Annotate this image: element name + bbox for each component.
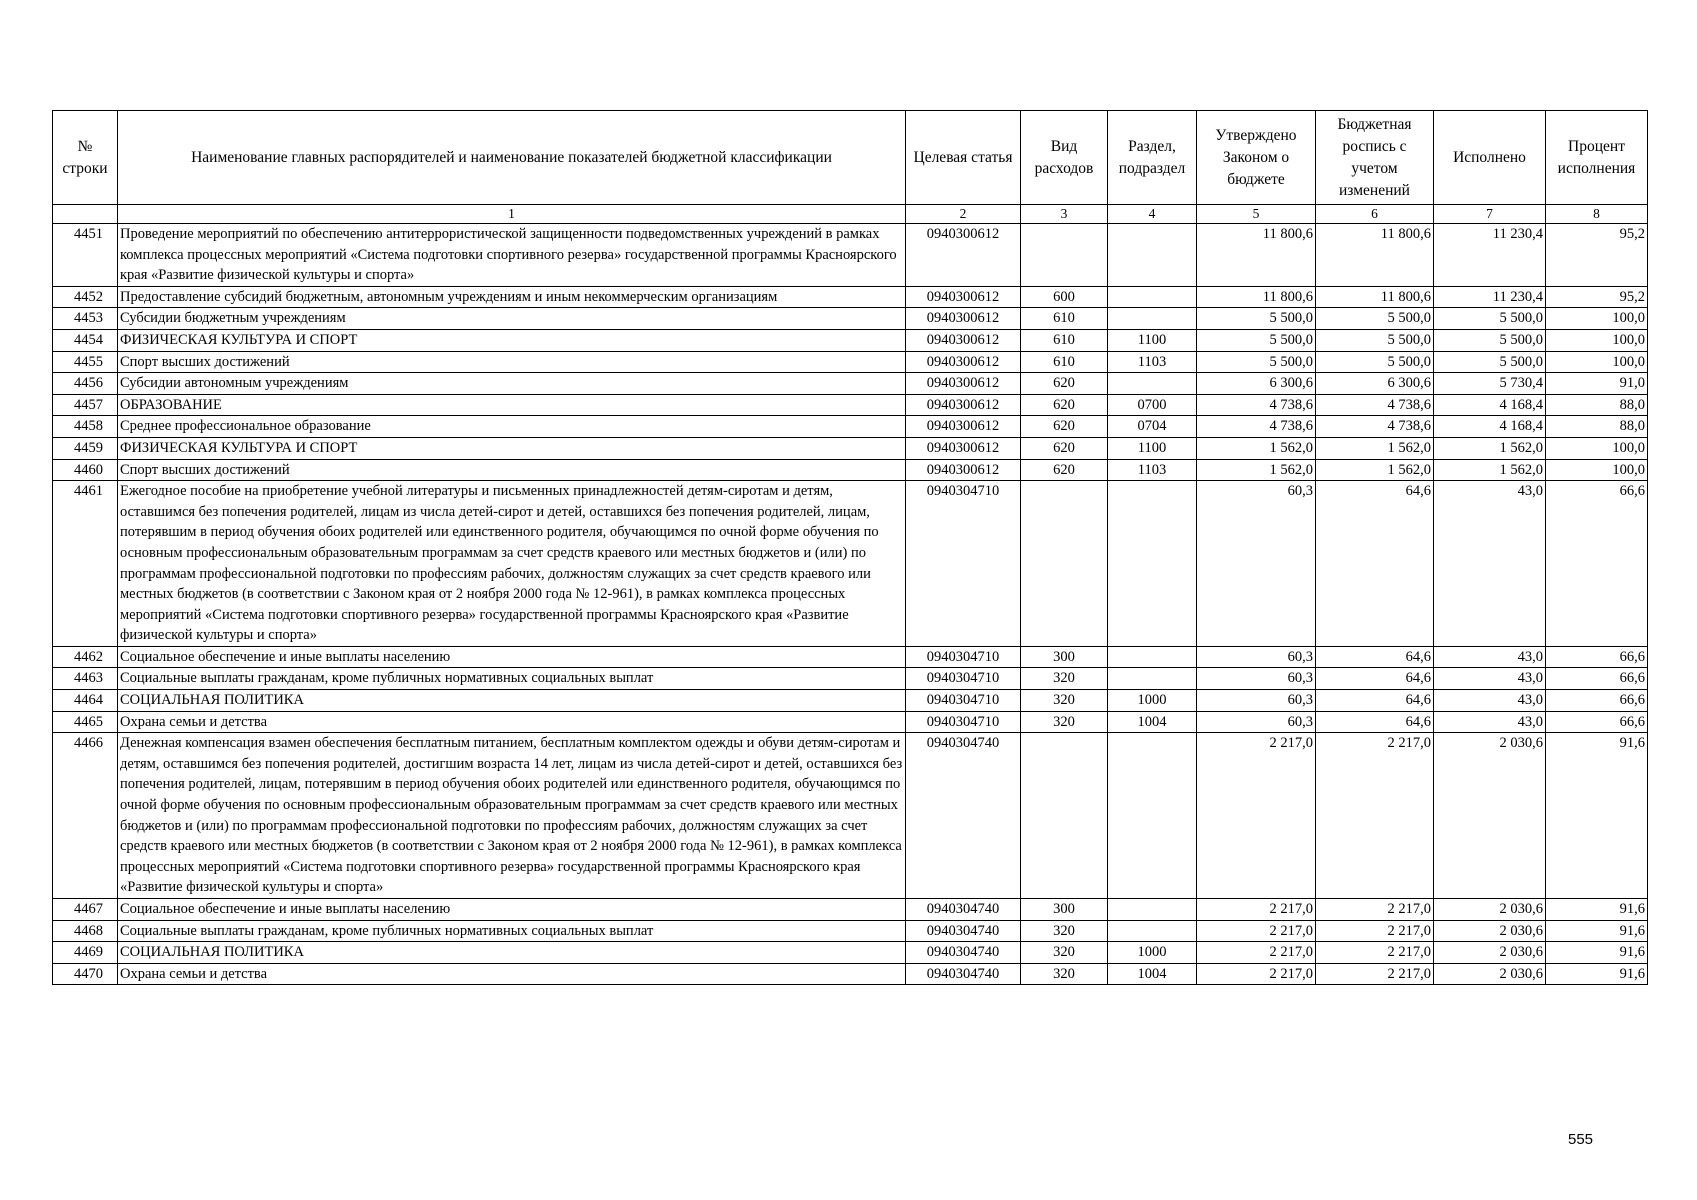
header-budget-list: Бюджетная роспись с учетом изменений [1316, 111, 1434, 205]
executed-cell: 2 030,6 [1434, 899, 1546, 921]
target-article-cell: 0940300612 [906, 459, 1021, 481]
name-cell: Субсидии бюджетным учреждениям [118, 308, 906, 330]
section-cell [1108, 668, 1197, 690]
budget-list-cell: 2 217,0 [1316, 963, 1434, 985]
header-executed: Исполнено [1434, 111, 1546, 205]
expense-type-cell: 300 [1021, 646, 1108, 668]
name-cell: ФИЗИЧЕСКАЯ КУЛЬТУРА И СПОРТ [118, 329, 906, 351]
executed-cell: 4 168,4 [1434, 394, 1546, 416]
executed-cell: 43,0 [1434, 668, 1546, 690]
target-article-cell: 0940304740 [906, 733, 1021, 899]
percent-cell: 95,2 [1546, 224, 1648, 287]
expense-type-cell [1021, 481, 1108, 647]
table-row [53, 711, 1648, 733]
expense-type-cell: 620 [1021, 437, 1108, 459]
approved-cell: 11 800,6 [1197, 224, 1316, 287]
expense-type-cell: 620 [1021, 416, 1108, 438]
executed-cell: 5 730,4 [1434, 373, 1546, 395]
approved-cell: 4 738,6 [1197, 394, 1316, 416]
budget-list-cell: 4 738,6 [1316, 394, 1434, 416]
table-row [53, 481, 1648, 647]
header-percent: Процент исполнения [1546, 111, 1648, 205]
percent-cell: 91,6 [1546, 899, 1648, 921]
executed-cell: 11 230,4 [1434, 224, 1546, 287]
column-number: 4 [1108, 205, 1197, 224]
budget-list-cell: 64,6 [1316, 646, 1434, 668]
row-number-cell: 4462 [53, 646, 118, 668]
approved-cell: 60,3 [1197, 481, 1316, 647]
name-cell: СОЦИАЛЬНАЯ ПОЛИТИКА [118, 942, 906, 964]
budget-list-cell: 5 500,0 [1316, 329, 1434, 351]
expense-type-cell: 620 [1021, 373, 1108, 395]
approved-cell: 2 217,0 [1197, 920, 1316, 942]
percent-cell: 91,0 [1546, 373, 1648, 395]
name-cell: СОЦИАЛЬНАЯ ПОЛИТИКА [118, 690, 906, 712]
budget-list-cell: 4 738,6 [1316, 416, 1434, 438]
expense-type-cell: 320 [1021, 711, 1108, 733]
name-cell: Охрана семьи и детства [118, 711, 906, 733]
target-article-cell: 0940300612 [906, 373, 1021, 395]
budget-list-cell: 64,6 [1316, 690, 1434, 712]
table-row [53, 668, 1648, 690]
expense-type-cell [1021, 733, 1108, 899]
approved-cell: 4 738,6 [1197, 416, 1316, 438]
approved-cell: 2 217,0 [1197, 942, 1316, 964]
column-number: 5 [1197, 205, 1316, 224]
approved-cell: 60,3 [1197, 646, 1316, 668]
target-article-cell: 0940304740 [906, 899, 1021, 921]
percent-cell: 100,0 [1546, 437, 1648, 459]
name-cell: Социальные выплаты гражданам, кроме публичных нормативных социальных выплат [118, 920, 906, 942]
budget-list-cell: 2 217,0 [1316, 920, 1434, 942]
approved-cell: 60,3 [1197, 668, 1316, 690]
expense-type-cell: 620 [1021, 394, 1108, 416]
table-row [53, 286, 1648, 308]
table-row [53, 416, 1648, 438]
table-row [53, 646, 1648, 668]
expense-type-cell: 320 [1021, 668, 1108, 690]
target-article-cell: 0940304740 [906, 920, 1021, 942]
target-article-cell: 0940304710 [906, 711, 1021, 733]
section-cell: 1103 [1108, 351, 1197, 373]
section-cell: 1000 [1108, 690, 1197, 712]
percent-cell: 100,0 [1546, 329, 1648, 351]
budget-list-cell: 64,6 [1316, 711, 1434, 733]
percent-cell: 66,6 [1546, 646, 1648, 668]
executed-cell: 2 030,6 [1434, 963, 1546, 985]
approved-cell: 60,3 [1197, 690, 1316, 712]
header-row-number: № строки [53, 111, 118, 205]
row-number-cell: 4456 [53, 373, 118, 395]
table-row [53, 351, 1648, 373]
column-number: 2 [906, 205, 1021, 224]
section-cell [1108, 481, 1197, 647]
budget-list-cell: 2 217,0 [1316, 733, 1434, 899]
name-cell: ОБРАЗОВАНИЕ [118, 394, 906, 416]
expense-type-cell: 610 [1021, 351, 1108, 373]
expense-type-cell [1021, 224, 1108, 287]
budget-list-cell: 1 562,0 [1316, 459, 1434, 481]
target-article-cell: 0940300612 [906, 437, 1021, 459]
name-cell: Социальные выплаты гражданам, кроме публичных нормативных социальных выплат [118, 668, 906, 690]
name-cell: Предоставление субсидий бюджетным, автономным учреждениям и иным некоммерческим организациям [118, 286, 906, 308]
approved-cell: 60,3 [1197, 711, 1316, 733]
approved-cell: 6 300,6 [1197, 373, 1316, 395]
row-number-cell: 4457 [53, 394, 118, 416]
executed-cell: 5 500,0 [1434, 308, 1546, 330]
executed-cell: 43,0 [1434, 690, 1546, 712]
target-article-cell: 0940300612 [906, 416, 1021, 438]
name-cell: Спорт высших достижений [118, 351, 906, 373]
name-cell: Среднее профессиональное образование [118, 416, 906, 438]
target-article-cell: 0940304740 [906, 963, 1021, 985]
approved-cell: 11 800,6 [1197, 286, 1316, 308]
row-number-cell: 4458 [53, 416, 118, 438]
section-cell [1108, 286, 1197, 308]
budget-list-cell: 5 500,0 [1316, 351, 1434, 373]
table-row [53, 733, 1648, 899]
approved-cell: 1 562,0 [1197, 437, 1316, 459]
expense-type-cell: 600 [1021, 286, 1108, 308]
table-header [53, 111, 1648, 224]
column-numbers-row [53, 205, 1648, 224]
target-article-cell: 0940304710 [906, 668, 1021, 690]
percent-cell: 100,0 [1546, 459, 1648, 481]
expense-type-cell: 610 [1021, 329, 1108, 351]
table-row [53, 437, 1648, 459]
percent-cell: 66,6 [1546, 668, 1648, 690]
row-number-cell: 4461 [53, 481, 118, 647]
column-number: 1 [118, 205, 906, 224]
table-row [53, 690, 1648, 712]
name-cell: ФИЗИЧЕСКАЯ КУЛЬТУРА И СПОРТ [118, 437, 906, 459]
target-article-cell: 0940300612 [906, 351, 1021, 373]
column-number [53, 205, 118, 224]
expense-type-cell: 320 [1021, 942, 1108, 964]
table-row [53, 373, 1648, 395]
approved-cell: 5 500,0 [1197, 351, 1316, 373]
table-row [53, 899, 1648, 921]
row-number-cell: 4454 [53, 329, 118, 351]
executed-cell: 5 500,0 [1434, 329, 1546, 351]
table-row [53, 224, 1648, 287]
budget-list-cell: 2 217,0 [1316, 942, 1434, 964]
approved-cell: 2 217,0 [1197, 963, 1316, 985]
section-cell [1108, 733, 1197, 899]
executed-cell: 1 562,0 [1434, 459, 1546, 481]
section-cell: 0700 [1108, 394, 1197, 416]
section-cell: 1004 [1108, 963, 1197, 985]
column-number: 3 [1021, 205, 1108, 224]
header-name: Наименование главных распорядителей и наименование показателей бюджетной классификации [118, 111, 906, 205]
percent-cell: 91,6 [1546, 733, 1648, 899]
approved-cell: 5 500,0 [1197, 308, 1316, 330]
table-body [53, 224, 1648, 985]
executed-cell: 2 030,6 [1434, 942, 1546, 964]
table-row [53, 942, 1648, 964]
executed-cell: 2 030,6 [1434, 920, 1546, 942]
target-article-cell: 0940300612 [906, 286, 1021, 308]
row-number-cell: 4467 [53, 899, 118, 921]
table-row [53, 308, 1648, 330]
executed-cell: 43,0 [1434, 646, 1546, 668]
percent-cell: 91,6 [1546, 920, 1648, 942]
budget-list-cell: 11 800,6 [1316, 224, 1434, 287]
target-article-cell: 0940300612 [906, 224, 1021, 287]
section-cell: 1004 [1108, 711, 1197, 733]
column-number: 8 [1546, 205, 1648, 224]
percent-cell: 91,6 [1546, 963, 1648, 985]
name-cell: Субсидии автономным учреждениям [118, 373, 906, 395]
target-article-cell: 0940300612 [906, 329, 1021, 351]
table-row [53, 394, 1648, 416]
section-cell [1108, 646, 1197, 668]
row-number-cell: 4463 [53, 668, 118, 690]
expense-type-cell: 320 [1021, 920, 1108, 942]
expense-type-cell: 620 [1021, 459, 1108, 481]
name-cell: Денежная компенсация взамен обеспечения бесплатным питанием, бесплатным комплектом одежды и обуви детям-сиротам и детям, оставшимся без попечения родителей, достигшим возраста 14 лет, лицам из числа детей-сирот и детей, оставшихся без попечения родителей, лицам, потерявшим в период обучения обоих родителей или единственного родителя, обучающимся по очной форме обучения по основным профессиональным образовательным программам за счет средств краевого или местных бюджетов и (или) по программам профессиональной подготовки по профессиям рабочих, должностям служащих за счет средств краевого или местных бюджетов (в соответствии с Законом края от 2 ноября 2000 года № 12-961), в рамках комплекса процессных мероприятий «Система подготовки спортивного резерва» государственной программы Красноярского края «Развитие физической культуры и спорта» [118, 733, 906, 899]
percent-cell: 100,0 [1546, 308, 1648, 330]
percent-cell: 66,6 [1546, 690, 1648, 712]
executed-cell: 5 500,0 [1434, 351, 1546, 373]
expense-type-cell: 320 [1021, 690, 1108, 712]
budget-list-cell: 1 562,0 [1316, 437, 1434, 459]
name-cell: Социальное обеспечение и иные выплаты населению [118, 899, 906, 921]
row-number-cell: 4459 [53, 437, 118, 459]
row-number-cell: 4452 [53, 286, 118, 308]
name-cell: Проведение мероприятий по обеспечению антитеррористической защищенности подведомственных учреждений в рамках комплекса процессных мероприятий «Система подготовки спортивного резерва» государственной программы Красноярского края «Развитие физической культуры и спорта» [118, 224, 906, 287]
percent-cell: 100,0 [1546, 351, 1648, 373]
percent-cell: 91,6 [1546, 942, 1648, 964]
page-number: 555 [1568, 1131, 1594, 1148]
approved-cell: 1 562,0 [1197, 459, 1316, 481]
name-cell: Ежегодное пособие на приобретение учебной литературы и письменных принадлежностей детям-сиротам и детям, оставшимся без попечения родителей, лицам из числа детей-сирот и детей, оставшихся без попечения родителей, лицам, потерявшим в период обучения обоих родителей или единственного родителя, обучающимся по очной форме обучения по основным профессиональным образовательным программам за счет средств краевого или местных бюджетов и (или) по программам профессиональной подготовки по профессиям рабочих, должностям служащих за счет средств краевого или местных бюджетов (в соответствии с Законом края от 2 ноября 2000 года № 12-961), в рамках комплекса процессных мероприятий «Система подготовки спортивного резерва» государственной программы Красноярского края «Развитие физической культуры и спорта» [118, 481, 906, 647]
target-article-cell: 0940304710 [906, 690, 1021, 712]
row-number-cell: 4466 [53, 733, 118, 899]
section-cell: 1100 [1108, 329, 1197, 351]
table-row [53, 459, 1648, 481]
name-cell: Спорт высших достижений [118, 459, 906, 481]
budget-list-cell: 64,6 [1316, 668, 1434, 690]
percent-cell: 95,2 [1546, 286, 1648, 308]
row-number-cell: 4460 [53, 459, 118, 481]
name-cell: Социальное обеспечение и иные выплаты населению [118, 646, 906, 668]
row-number-cell: 4464 [53, 690, 118, 712]
row-number-cell: 4455 [53, 351, 118, 373]
executed-cell: 43,0 [1434, 711, 1546, 733]
expense-type-cell: 610 [1021, 308, 1108, 330]
row-number-cell: 4465 [53, 711, 118, 733]
section-cell [1108, 373, 1197, 395]
executed-cell: 2 030,6 [1434, 733, 1546, 899]
section-cell [1108, 308, 1197, 330]
target-article-cell: 0940304740 [906, 942, 1021, 964]
approved-cell: 2 217,0 [1197, 899, 1316, 921]
percent-cell: 66,6 [1546, 711, 1648, 733]
row-number-cell: 4469 [53, 942, 118, 964]
executed-cell: 43,0 [1434, 481, 1546, 647]
target-article-cell: 0940300612 [906, 394, 1021, 416]
percent-cell: 88,0 [1546, 416, 1648, 438]
row-number-cell: 4451 [53, 224, 118, 287]
column-number: 7 [1434, 205, 1546, 224]
name-cell: Охрана семьи и детства [118, 963, 906, 985]
row-number-cell: 4468 [53, 920, 118, 942]
expense-type-cell: 300 [1021, 899, 1108, 921]
percent-cell: 66,6 [1546, 481, 1648, 647]
table-row [53, 920, 1648, 942]
percent-cell: 88,0 [1546, 394, 1648, 416]
table-row [53, 329, 1648, 351]
approved-cell: 5 500,0 [1197, 329, 1316, 351]
section-cell [1108, 224, 1197, 287]
budget-list-cell: 2 217,0 [1316, 899, 1434, 921]
header-approved: Утверждено Законом о бюджете [1197, 111, 1316, 205]
section-cell [1108, 920, 1197, 942]
section-cell: 1100 [1108, 437, 1197, 459]
executed-cell: 11 230,4 [1434, 286, 1546, 308]
header-expense-type: Вид расходов [1021, 111, 1108, 205]
budget-list-cell: 11 800,6 [1316, 286, 1434, 308]
section-cell [1108, 899, 1197, 921]
expense-type-cell: 320 [1021, 963, 1108, 985]
approved-cell: 2 217,0 [1197, 733, 1316, 899]
section-cell: 1000 [1108, 942, 1197, 964]
header-section: Раздел, подраздел [1108, 111, 1197, 205]
executed-cell: 4 168,4 [1434, 416, 1546, 438]
section-cell: 0704 [1108, 416, 1197, 438]
table-row [53, 963, 1648, 985]
budget-list-cell: 6 300,6 [1316, 373, 1434, 395]
budget-list-cell: 64,6 [1316, 481, 1434, 647]
budget-table [52, 110, 1648, 985]
target-article-cell: 0940304710 [906, 481, 1021, 647]
header-target-article: Целевая статья [906, 111, 1021, 205]
target-article-cell: 0940304710 [906, 646, 1021, 668]
target-article-cell: 0940300612 [906, 308, 1021, 330]
column-number: 6 [1316, 205, 1434, 224]
budget-list-cell: 5 500,0 [1316, 308, 1434, 330]
executed-cell: 1 562,0 [1434, 437, 1546, 459]
section-cell: 1103 [1108, 459, 1197, 481]
row-number-cell: 4470 [53, 963, 118, 985]
row-number-cell: 4453 [53, 308, 118, 330]
